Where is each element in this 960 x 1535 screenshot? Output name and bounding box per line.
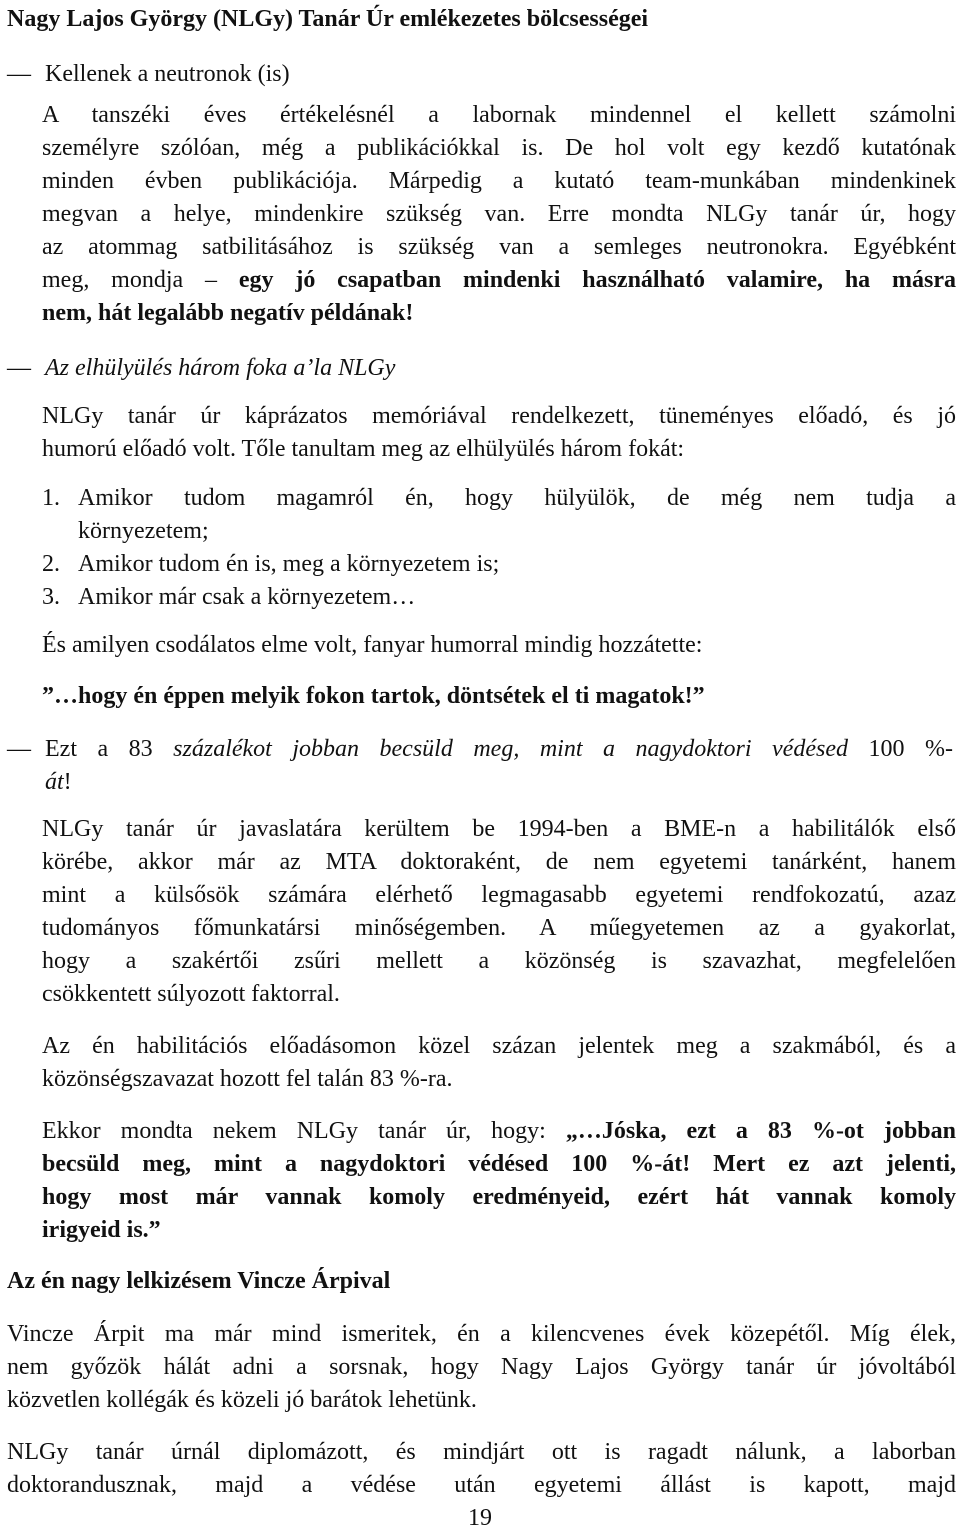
text-line: környezetem; <box>78 518 209 544</box>
quote-line <box>42 680 956 713</box>
text-line: NLGy tanár úr javaslatára kerültem be 1994-ben a BME-n a habilitálók első <box>42 816 956 842</box>
text-line-bold: becsüld meg, mint a nagydoktori védésed 100 %-át! Mert ez azt jelenti, <box>42 1151 956 1177</box>
text-line: Vincze Árpit ma már mind ismeritek, én a kilencvenes évek közepétől. Míg élek, <box>7 1321 956 1347</box>
section-heading-vincze: Az én nagy lelkizésem Vincze Árpival <box>7 1268 391 1294</box>
text-line: És amilyen csodálatos elme volt, fanyar humorral mindig hozzátette: <box>42 632 703 658</box>
em-dash: — <box>7 61 31 87</box>
text-line-bold: irigyeid is.” <box>42 1217 161 1243</box>
paragraph-habilitation <box>42 813 956 1011</box>
paragraph-vote <box>42 1030 956 1096</box>
paragraph-memory <box>42 400 956 466</box>
section-heading-three-degrees <box>7 352 953 385</box>
text-line: NLGy tanár úrnál diplomázott, és mindjárt ott is ragadt nálunk, a laborban <box>7 1439 956 1465</box>
text-fragment: Ezt a 83 <box>45 736 174 762</box>
text-line: csökkentett súlyozott faktorral. <box>42 981 340 1007</box>
text-line: közönségszavazat hozott fel talán 83 %-ra. <box>42 1066 453 1092</box>
italic-fragment: át <box>45 769 64 795</box>
section-heading-text: Az elhülyülés három foka a’la NLGy <box>45 355 396 381</box>
text-line: minden évben publikációja. Márpedig a kutató team-munkában mindenkinek <box>42 168 956 194</box>
section-heading-text: Kellenek a neutronok (is) <box>45 61 290 87</box>
text-line: Amikor tudom magamról én, hogy hülyülök, de még nem tudja a <box>78 485 956 511</box>
em-dash: — <box>7 355 31 381</box>
text-line: megvan a helye, mindenkire szükség van. Erre mondta NLGy tanár úr, hogy <box>42 201 956 227</box>
paragraph-vincze <box>7 1318 956 1417</box>
em-dash: — <box>7 736 31 762</box>
paragraph-quote-83 <box>42 1115 956 1247</box>
text-line: mint a külsősök számára elérhető legmagasabb egyetemi rendfokozatú, azaz <box>42 882 956 908</box>
list-text: Amikor tudom én is, meg a környezetem is; <box>78 551 500 577</box>
list-number: 1. <box>42 485 60 511</box>
text-line-mixed <box>42 264 956 297</box>
text-line: közvetlen kollégák és közeli jó barátok lehetünk. <box>7 1387 477 1413</box>
paragraph-diploma <box>7 1436 956 1502</box>
text-line: személyre szólóan, még a publikációkkal is. De hol volt egy kezdő kutatónak <box>42 135 956 161</box>
text-line-mixed <box>42 1115 956 1148</box>
text-fragment: 100 %- <box>847 736 953 762</box>
list-item <box>42 482 956 548</box>
text-line-bold: ”…hogy én éppen melyik fokon tartok, döntsétek el ti magatok!” <box>42 683 705 709</box>
page-number: 19 <box>468 1505 492 1531</box>
closing-line <box>42 629 956 662</box>
bold-fragment: egy jó csapatban mindenki használható valamire, ha másra <box>238 267 956 293</box>
text-line-bold: hogy most már vannak komoly eredményeid, ezért hát vannak komoly <box>42 1184 956 1210</box>
section-heading-83-percent <box>7 733 953 799</box>
text-line: doktorandusznak, majd a védése után egyetemi állást is kapott, majd <box>7 1472 956 1498</box>
text-line: tudományos főmunkatársi minőségemben. A műegyetemen az a gyakorlat, <box>42 915 956 941</box>
heading-line-text <box>45 733 953 766</box>
text-line: humorú előadó volt. Tőle tanultam meg az elhülyülés három fokát: <box>42 436 685 462</box>
list-item <box>42 548 956 581</box>
text-line: nem győzök hálát adni a sorsnak, hogy Nagy Lajos György tanár úr jóvoltából <box>7 1354 956 1380</box>
numbered-list <box>42 482 956 614</box>
text-fragment: ! <box>63 769 72 795</box>
text-line: körébe, akkor már az MTA doktoraként, de nem egyetemi tanárként, hanem <box>42 849 956 875</box>
text-line: az atommag satbilitásához is szükség van a semleges neutronokra. Egyébként <box>42 234 956 260</box>
text-line: A tanszéki éves értékelésnél a labornak mindennel el kellett számolni <box>42 102 956 128</box>
list-item <box>42 581 956 614</box>
document-title: Nagy Lajos György (NLGy) Tanár Úr emlékezetes bölcsességei <box>7 6 649 32</box>
list-text <box>78 482 956 548</box>
list-number: 3. <box>42 584 60 610</box>
bold-fragment: „…Jóska, ezt a 83 %-ot jobban <box>565 1118 956 1144</box>
italic-fragment: százalékot jobban becsüld meg, mint a nagydoktori védésed <box>173 736 848 762</box>
section-heading-neutrons <box>7 58 953 91</box>
paragraph-neutrons <box>42 99 956 330</box>
text-fragment: Ekkor mondta nekem NLGy tanár úr, hogy: <box>42 1118 566 1144</box>
text-line: hogy a szakértői zsűri mellett a közönség is szavazhat, megfelelően <box>42 948 956 974</box>
text-line: Az én habilitációs előadásomon közel százan jelentek meg a szakmából, és a <box>42 1033 956 1059</box>
list-text: Amikor már csak a környezetem… <box>78 584 416 610</box>
list-number: 2. <box>42 551 60 577</box>
text-line-bold: nem, hát legalább negatív példának! <box>42 300 414 326</box>
text-fragment: meg, mondja – <box>42 267 239 293</box>
heading-line <box>7 766 953 799</box>
heading-line <box>7 733 953 766</box>
text-line: NLGy tanár úr káprázatos memóriával rendelkezett, tüneményes előadó, és jó <box>42 403 956 429</box>
